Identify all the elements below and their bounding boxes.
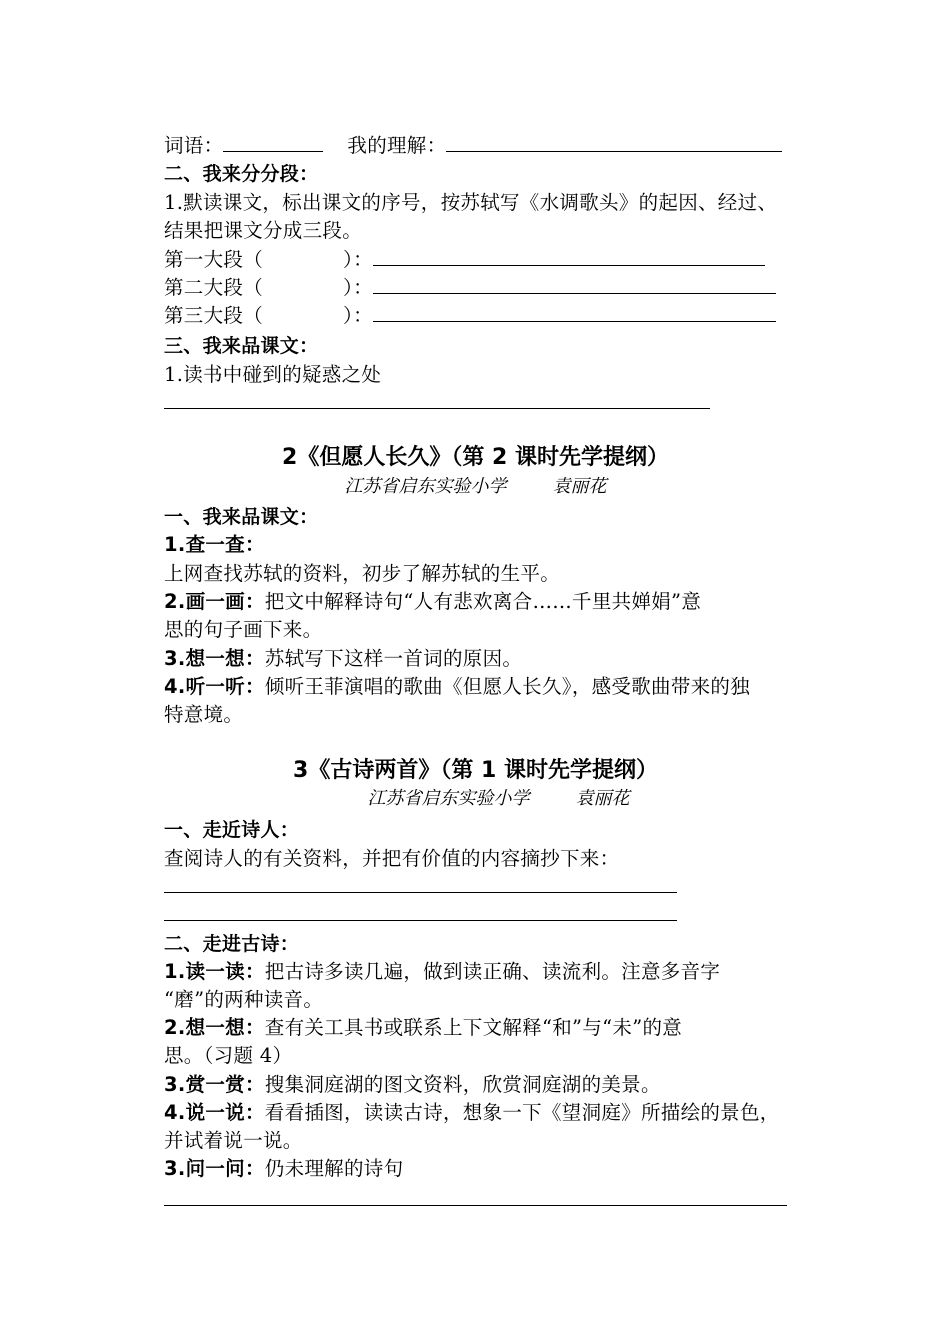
- word-label: 词语：: [164, 134, 224, 157]
- s3-item1-text-cont: “磨”的两种读音。: [164, 988, 324, 1011]
- segment-instruction-2: 结果把课文分成三段。: [164, 219, 363, 242]
- section2-heading: 一、我来品课文：: [164, 506, 319, 528]
- s2-item1-text: 上网查找苏轼的资料，初步了解苏轼的生平。: [164, 562, 561, 585]
- s2-item4-text-cont: 特意境。: [164, 703, 244, 726]
- segment-instruction-1: 1.默读课文，标出课文的序号，按苏轼写《水调歌头》的起因、经过、: [164, 191, 778, 214]
- doubt-instruction: 1.读书中碰到的疑惑之处: [164, 363, 382, 386]
- s3-item2-label: 2.想一想：: [164, 1016, 265, 1039]
- section3-author: 袁丽花: [575, 788, 630, 809]
- poet-answer-line-2[interactable]: [164, 920, 677, 921]
- s3-item4-text-cont: 并试着说一说。: [164, 1129, 303, 1152]
- section2-author: 袁丽花: [552, 476, 607, 497]
- s2-item1-label-line: [164, 531, 787, 559]
- question-answer-line[interactable]: [164, 1205, 787, 1206]
- s2-item3-text: 苏轼写下这样一首词的原因。: [264, 647, 523, 670]
- s3-item1-label: 1.读一读：: [164, 960, 265, 983]
- s2-item4-text: 倾听王菲演唱的歌曲《但愿人长久》，感受歌曲带来的独: [264, 675, 751, 698]
- segment-label-2: 第二大段（: [164, 276, 264, 299]
- section2-title: 2《但愿人长久》（第 2 课时先学提纲）: [282, 445, 669, 470]
- doubt-answer-line[interactable]: [164, 408, 710, 409]
- s2-item2-line: [164, 588, 787, 616]
- s3-item4-label: 4.说一说：: [164, 1101, 265, 1124]
- s3-item5-line: [164, 1155, 787, 1183]
- s2-item3-line: [164, 645, 787, 673]
- s2-item2-text-cont: 思的句子画下来。: [164, 618, 323, 641]
- s3-item3-text: 搜集洞庭湖的图文资料，欣赏洞庭湖的美景。: [264, 1073, 661, 1096]
- section2-author-line: [164, 474, 787, 500]
- segment-close-3: ）：: [343, 304, 373, 327]
- understand-label: 我的理解：: [347, 134, 447, 157]
- section3-school: 江苏省启东实验小学: [367, 788, 530, 809]
- segment-label-1: 第一大段（: [164, 248, 264, 271]
- segment-label-3: 第三大段（: [164, 304, 264, 327]
- s3-item3-label: 3.赏一赏：: [164, 1073, 265, 1096]
- heading-appreciate: 三、我来品课文：: [164, 335, 319, 357]
- s3-item4-line: [164, 1099, 787, 1127]
- heading-segment: 二、我来分分段：: [164, 163, 319, 185]
- s2-item1-label: 1.查一查：: [164, 533, 265, 556]
- poet-answer-line-1[interactable]: [164, 892, 677, 893]
- segment-answer-3[interactable]: [373, 303, 776, 322]
- understand-blank[interactable]: [446, 133, 782, 152]
- segment-answer-1[interactable]: [373, 247, 765, 266]
- s3-item2-text-cont: 思。（习题 4）: [164, 1044, 293, 1067]
- segment-answer-2[interactable]: [373, 275, 776, 294]
- s3-item3-line: [164, 1071, 787, 1099]
- s3-item1-text: 把古诗多读几遍，做到读正确、读流利。注意多音字: [264, 960, 721, 983]
- s2-item3-label: 3.想一想：: [164, 647, 265, 670]
- s2-item2-text: 把文中解释诗句“人有悲欢离合……千里共婵娟”意: [264, 590, 702, 613]
- segment-close-2: ）：: [343, 276, 373, 299]
- section3-title: 3《古诗两首》（第 1 课时先学提纲）: [293, 758, 658, 783]
- section3-heading-poem: 二、走进古诗：: [164, 933, 300, 955]
- s2-item4-label: 4.听一听：: [164, 675, 265, 698]
- segment-line-3: [164, 302, 787, 330]
- s2-item4-line: [164, 673, 787, 701]
- s3-item2-text: 查有关工具书或联系上下文解释“和”与“未”的意: [264, 1016, 683, 1039]
- segment-line-2: [164, 274, 787, 302]
- s3-item1-line: [164, 958, 787, 986]
- segment-close-1: ）：: [343, 248, 373, 271]
- s3-item5-text: 仍未理解的诗句: [264, 1157, 404, 1180]
- s3-item2-line: [164, 1014, 787, 1042]
- s2-item2-label: 2.画一画：: [164, 590, 265, 613]
- word-blank[interactable]: [223, 133, 323, 152]
- section3-heading-poet: 一、走近诗人：: [164, 819, 300, 841]
- section2-school: 江苏省启东实验小学: [344, 476, 507, 497]
- poet-instruction: 查阅诗人的有关资料，并把有价值的内容摘抄下来：: [164, 847, 620, 870]
- segment-line-1: [164, 246, 787, 274]
- vocab-line: [164, 132, 787, 160]
- section3-author-line: [164, 786, 787, 812]
- s3-item5-label: 3.问一问：: [164, 1157, 265, 1180]
- s3-item4-text: 看看插图，读读古诗，想象一下《望洞庭》所描绘的景色，: [264, 1101, 780, 1124]
